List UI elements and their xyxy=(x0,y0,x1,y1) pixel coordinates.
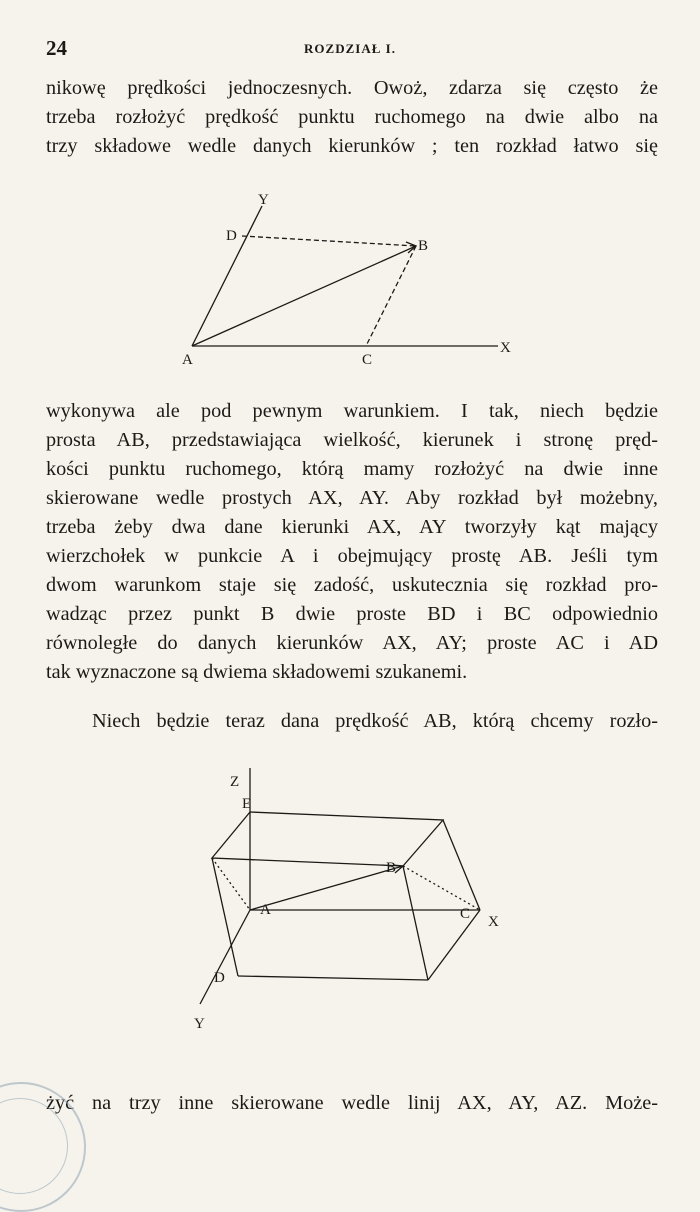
label-d: D xyxy=(214,970,225,986)
paragraph-3 xyxy=(46,707,658,736)
line-db xyxy=(242,236,416,246)
text-line: dwom warunkom staje się zadość, uskutecznia się rozkład pro- xyxy=(46,574,658,596)
edge-bottom-front xyxy=(238,976,428,980)
text-line: kości punktu ruchomego, którą mamy rozłożyć na dwie inne xyxy=(46,458,658,480)
label-c: C xyxy=(460,906,471,922)
line-bc xyxy=(366,246,416,346)
parallelepiped-figure xyxy=(190,768,510,1043)
text-line: żyć na trzy inne skierowane wedle linij AX, AY, AZ. Może- xyxy=(46,1092,658,1114)
label-e: E xyxy=(242,796,252,812)
label-b: B xyxy=(386,860,397,876)
text-line: wadząc przez punkt B dwie proste BD i BC odpowiednio xyxy=(46,603,658,625)
text-line: trzeba żeby dwa dane kierunki AX, AY tworzyły kąt mający xyxy=(46,516,658,538)
label-x: X xyxy=(488,914,499,930)
running-head xyxy=(46,36,654,62)
label-a: A xyxy=(260,902,271,918)
label-a: A xyxy=(182,352,193,368)
label-c: C xyxy=(362,352,373,368)
axis-ay xyxy=(200,910,250,1004)
label-b: B xyxy=(418,238,429,254)
parallelogram-figure xyxy=(170,188,530,378)
vector-ab xyxy=(250,866,403,910)
label-d: D xyxy=(226,228,237,244)
paragraph-1 xyxy=(46,74,658,161)
chapter-title: ROZDZIAŁ I. xyxy=(304,41,396,56)
text-line: równoległe do danych kierunków AX, AY; proste AC i AD xyxy=(46,632,658,654)
text-line: skierowane wedle prostych AX, AY. Aby rozkład był możebny, xyxy=(46,487,658,509)
label-x: X xyxy=(500,340,511,356)
text-line: nikowę prędkości jednoczesnych. Owoż, zdarza się często że xyxy=(46,77,658,99)
text-line: trzeba rozłożyć prędkość punktu ruchomego na dwie albo na xyxy=(46,106,658,128)
text-line: wykonywa ale pod pewnym warunkiem. I tak, niech będzie xyxy=(46,400,658,422)
edge-front-right xyxy=(403,866,428,980)
edge-back-right xyxy=(443,820,480,910)
axis-ay xyxy=(192,206,262,346)
top-face xyxy=(212,812,443,866)
text-line: Niech będzie teraz dana prędkość AB, którą chcemy rozło- xyxy=(92,710,658,732)
paragraph-4 xyxy=(46,1089,658,1118)
edge-bottom-right xyxy=(428,910,480,980)
vector-ab xyxy=(192,246,416,346)
text-line: tak wyznaczone są dwiema składowemi szukanemi. xyxy=(46,661,468,683)
text-line: prosta AB, przedstawiająca wielkość, kierunek i stronę pręd- xyxy=(46,429,658,451)
label-y: Y xyxy=(258,192,269,208)
label-y: Y xyxy=(194,1016,205,1032)
paragraph-2 xyxy=(46,397,658,687)
text-line: wierzchołek w punkcie A i obejmujący prostę AB. Jeśli tym xyxy=(46,545,658,567)
line-b-c xyxy=(403,866,480,910)
text-line: trzy składowe wedle danych kierunków ; ten rozkład łatwo się xyxy=(46,135,658,157)
arrowhead-b xyxy=(406,242,416,253)
page-number: 24 xyxy=(46,36,67,60)
label-z: Z xyxy=(230,774,240,790)
